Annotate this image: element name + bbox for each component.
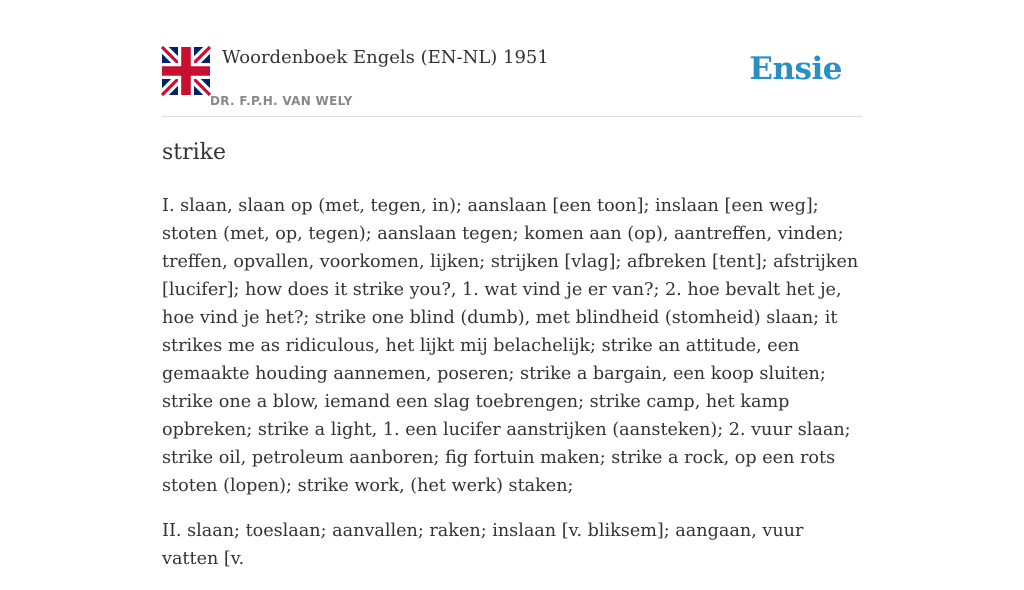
sense-1: I. slaan, slaan op (met, tegen, in); aanslaan [een toon]; inslaan [een weg]; stoten (met, op, tegen); aanslaan tegen; komen aan (op), aantreffen, vinden; treffen, opvallen, voorkomen, lijken; strijken [vlag]; afbreken [tent]; afstrijken [lucifer]; how does it strike you?, 1. wat vind je er van?; 2. hoe bevalt het je, hoe vind je het?; strike one blind (dumb), met blindheid (stomheid) slaan; it strikes me as ridiculous, het lijkt mij belachelijk; strike an attitude, een gemaakte houding aannemen, poseren; strike a bargain, een koop sluiten; strike one a blow, iemand een slag toebrengen; strike camp, het kamp opbreken; strike a light, 1. een lucifer aanstrijken (aansteken); 2. vuur slaan; strike oil, petroleum aanboren; fig fortuin maken; strike a rock, op een rots stoten (lopen); strike work, (het werk) staken; bbox=[162, 196, 859, 496]
headword: strike bbox=[162, 140, 227, 165]
sense-2: II. slaan; toeslaan; aanvallen; raken; inslaan [v. bliksem]; aangaan, vuur vatten [v. bbox=[162, 521, 804, 569]
definition-body bbox=[162, 192, 862, 590]
ensie-logo[interactable]: Ensie bbox=[749, 51, 842, 87]
uk-flag-icon bbox=[162, 47, 210, 95]
dictionary-title[interactable]: Woordenboek Engels (EN-NL) 1951 bbox=[222, 47, 549, 68]
dictionary-author: DR. F.P.H. VAN WELY bbox=[210, 94, 353, 108]
dictionary-header bbox=[162, 44, 862, 117]
